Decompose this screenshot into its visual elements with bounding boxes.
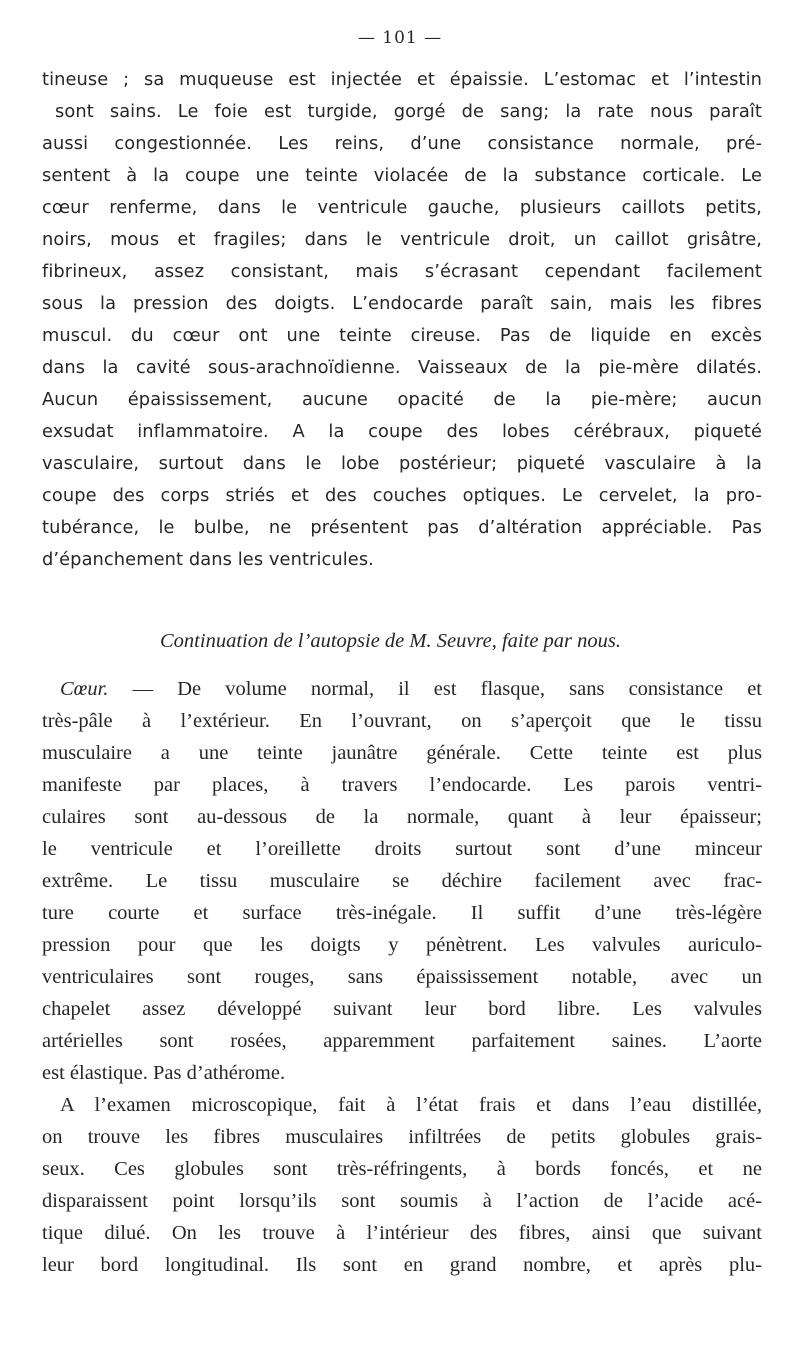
text-line: fibrineux, assez consistant, mais s’écrasant cependant facilement xyxy=(42,261,762,282)
text-line: tineuse ; sa muqueuse est injectée et épaissie. L’estomac et l’intestin xyxy=(42,69,762,90)
text-line: cœur renferme, dans le ventricule gauche, plusieurs caillots petits, xyxy=(42,197,762,218)
text-line: A l’examen microscopique, fait à l’état frais et dans l’eau distillée, xyxy=(60,1094,762,1116)
text-line: musculaire a une teinte jaunâtre générale. Cette teinte est plus xyxy=(42,742,762,764)
text-line: culaires sont au-dessous de la normale, quant à leur épaisseur; xyxy=(42,806,762,828)
text-span: — De volume normal, il est flasque, sans consistance et xyxy=(108,678,762,700)
text-line: ventriculaires sont rouges, sans épaississement notable, avec un xyxy=(42,966,762,988)
text-line: Aucun épaississement, aucune opacité de la pie-mère; aucun xyxy=(42,389,762,410)
text-line: sont sains. Le foie est turgide, gorgé de sang; la rate nous paraît xyxy=(55,101,762,122)
text-line: dans la cavité sous-arachnoïdienne. Vaisseaux de la pie-mère dilatés. xyxy=(42,357,762,378)
paragraph-lead: Cœur. xyxy=(60,678,109,700)
text-line: exsudat inflammatoire. A la coupe des lobes cérébraux, piqueté xyxy=(42,421,762,442)
section-heading: Continuation de l’autopsie de M. Seuvre, faite par nous. xyxy=(160,630,621,652)
text-line: leur bord longitudinal. Ils sont en grand nombre, et après plu- xyxy=(42,1254,762,1276)
text-line: coupe des corps striés et des couches optiques. Le cervelet, la pro- xyxy=(42,485,762,506)
text-line: muscul. du cœur ont une teinte cireuse. Pas de liquide en excès xyxy=(42,325,762,346)
text-line: artérielles sont rosées, apparemment parfaitement saines. L’aorte xyxy=(42,1030,762,1052)
text-line: seux. Ces globules sont très-réfringents, à bords foncés, et ne xyxy=(42,1158,762,1180)
text-line: ture courte et surface très-inégale. Il suffit d’une très-légère xyxy=(42,902,762,924)
text-line: sentent à la coupe une teinte violacée de la substance corticale. Le xyxy=(42,165,762,186)
text-line: d’épanchement dans les ventricules. xyxy=(42,549,374,570)
text-line: tubérance, le bulbe, ne présentent pas d’altération appréciable. Pas xyxy=(42,517,762,538)
text-line: est élastique. Pas d’athérome. xyxy=(42,1062,286,1084)
text-line: tique dilué. On les trouve à l’intérieur des fibres, ainsi que suivant xyxy=(42,1222,762,1244)
text-line: extrême. Le tissu musculaire se déchire facilement avec frac- xyxy=(42,870,762,892)
text-line: chapelet assez développé suivant leur bord libre. Les valvules xyxy=(42,998,762,1020)
text-line xyxy=(60,675,762,703)
text-line: le ventricule et l’oreillette droits surtout sont d’une minceur xyxy=(42,838,762,860)
text-line: aussi congestionnée. Les reins, d’une consistance normale, pré- xyxy=(42,133,762,154)
text-line: noirs, mous et fragiles; dans le ventricule droit, un caillot grisâtre, xyxy=(42,229,762,250)
text-line: très-pâle à l’extérieur. En l’ouvrant, on s’aperçoit que le tissu xyxy=(42,710,762,732)
text-line: vasculaire, surtout dans le lobe postérieur; piqueté vasculaire à la xyxy=(42,453,762,474)
text-line: disparaissent point lorsqu’ils sont soumis à l’action de l’acide acé- xyxy=(42,1190,762,1212)
text-line: sous la pression des doigts. L’endocarde paraît sain, mais les fibres xyxy=(42,293,762,314)
text-line: pression pour que les doigts y pénètrent. Les valvules auriculo- xyxy=(42,934,762,956)
text-line: manifeste par places, à travers l’endocarde. Les parois ventri- xyxy=(42,774,762,796)
text-line: on trouve les fibres musculaires infiltrées de petits globules grais- xyxy=(42,1126,762,1148)
page-number: — 101 — xyxy=(357,28,443,48)
